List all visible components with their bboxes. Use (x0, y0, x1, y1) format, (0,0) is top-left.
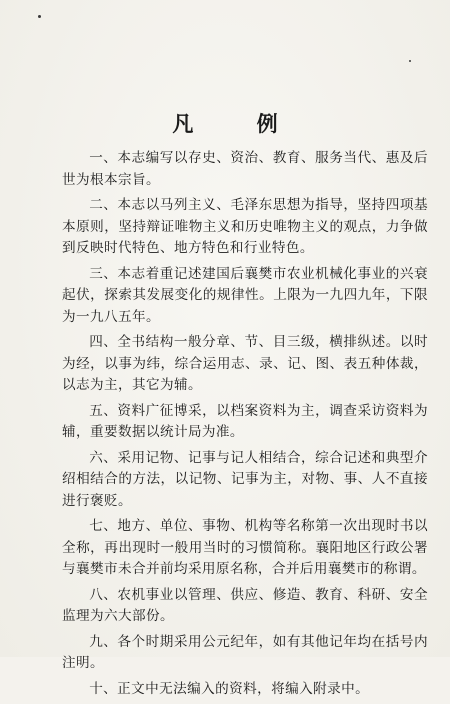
scan-speck (409, 60, 411, 62)
guideline-item: 七、地方、单位、事物、机构等名称第一次出现时书以全称，再出现时一般用当时的习惯简称。襄阳地区行政公署与襄樊市未合并前均采用原名称，合并后用襄樊市的称谓。 (62, 518, 428, 577)
guidelines-list (62, 148, 428, 704)
guideline-item: 六、采用记物、记事与记人相结合，综合记述和典型介绍相结合的方法，以记物、记事为主，对物、事、人不直接进行褒贬。 (62, 449, 428, 509)
guideline-item: 九、各个时期采用公元纪年，如有其他记年均在括号内注明。 (62, 633, 428, 671)
page-title: 凡 例 (172, 111, 306, 136)
guideline-item: 四、全书结构一般分章、节、目三级，横排纵述。以时为经，以事为纬，综合运用志、录、记、图、表五种体裁，以志为主，其它为辅。 (62, 334, 428, 393)
guideline-item: 十、正文中无法编入的资料，将编入附录中。 (89, 680, 370, 697)
guideline-item: 一、本志编写以存史、资治、教育、服务当代、惠及后世为根本宗旨。 (62, 150, 428, 188)
guideline-item: 三、本志着重记述建国后襄樊市农业机械化事业的兴衰起伏，探索其发展变化的规律性。上限为一九四九年，下限为一九八五年。 (62, 265, 428, 325)
scan-speck (38, 15, 41, 18)
guideline-item: 五、资料广征博采，以档案资料为主，调查采访资料为辅，重要数据以统计局为准。 (62, 402, 428, 440)
guideline-item: 二、本志以马列主义、毛泽东思想为指导，坚持四项基本原则，坚持辩证唯物主义和历史唯物主义的观点，力争做到反映时代特色、地方特色和行业特色。 (62, 197, 428, 256)
guideline-item: 八、农机事业以管理、供应、修造、教育、科研、安全监理为六大部份。 (62, 586, 428, 624)
